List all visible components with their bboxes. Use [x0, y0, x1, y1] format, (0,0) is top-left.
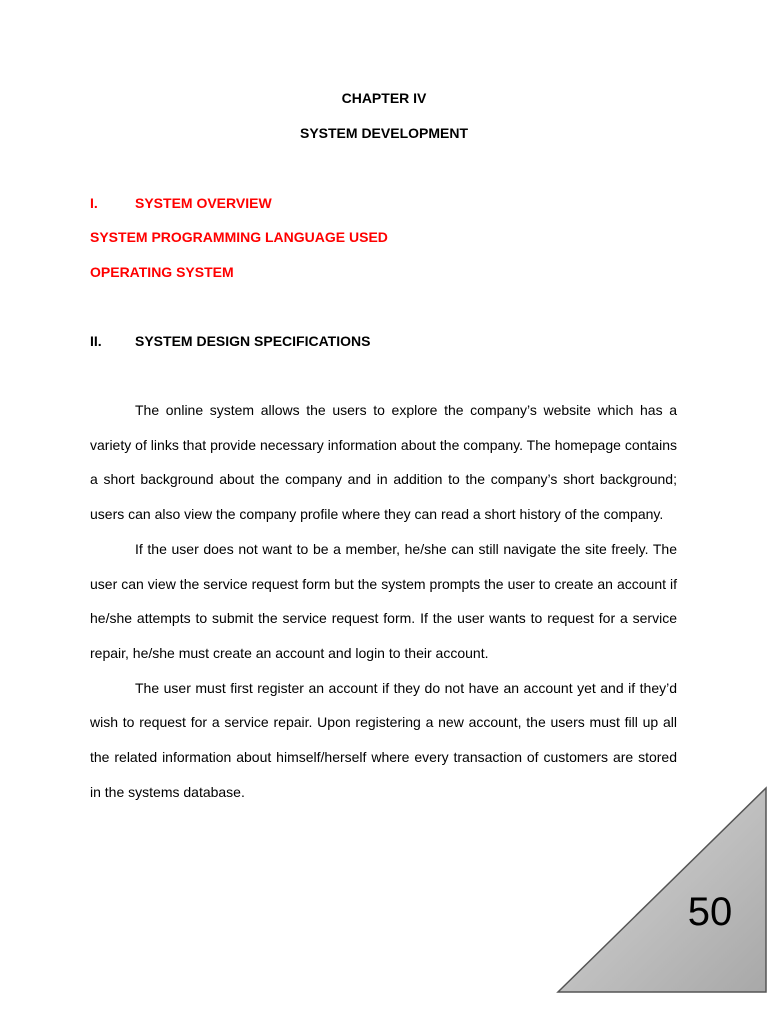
chapter-subtitle: SYSTEM DEVELOPMENT [299, 125, 469, 141]
paragraph: If the user does not want to be a member, he/she can still navigate the site freely. The user can view the service request form but the system prompts the user to create an account if he/she attempts to submit the service request form. If the user wants to request for a service repair, he/she must create an account and login to their account. [90, 540, 677, 661]
paragraph: The online system allows the users to explore the company’s website which has a variety of links that provide necessary information about the company. The homepage contains a short background about the company and in addition to the company’s short background; users can also view the company profile where they can read a short history of the company. [90, 402, 677, 523]
section-design-heading [90, 333, 370, 349]
subsection-operating-system: OPERATING SYSTEM [90, 264, 234, 280]
chapter-title: CHAPTER IV [341, 90, 427, 106]
body-text [90, 393, 677, 809]
subsection-programming-language: SYSTEM PROGRAMMING LANGUAGE USED [90, 229, 388, 245]
page-number: 50 [687, 890, 733, 934]
section-title: SYSTEM DESIGN SPECIFICATIONS [135, 333, 371, 349]
section-number: II. [90, 333, 102, 349]
section-overview-heading [90, 195, 272, 211]
section-number: I. [90, 195, 98, 211]
section-title: SYSTEM OVERVIEW [135, 195, 272, 211]
paragraph: The user must first register an account if they do not have an account yet and if they’d wish to request for a service repair. Upon registering a new account, the users must fill up all the related information about himself/herself where every transaction of customers are stored in the systems database. [90, 679, 677, 800]
